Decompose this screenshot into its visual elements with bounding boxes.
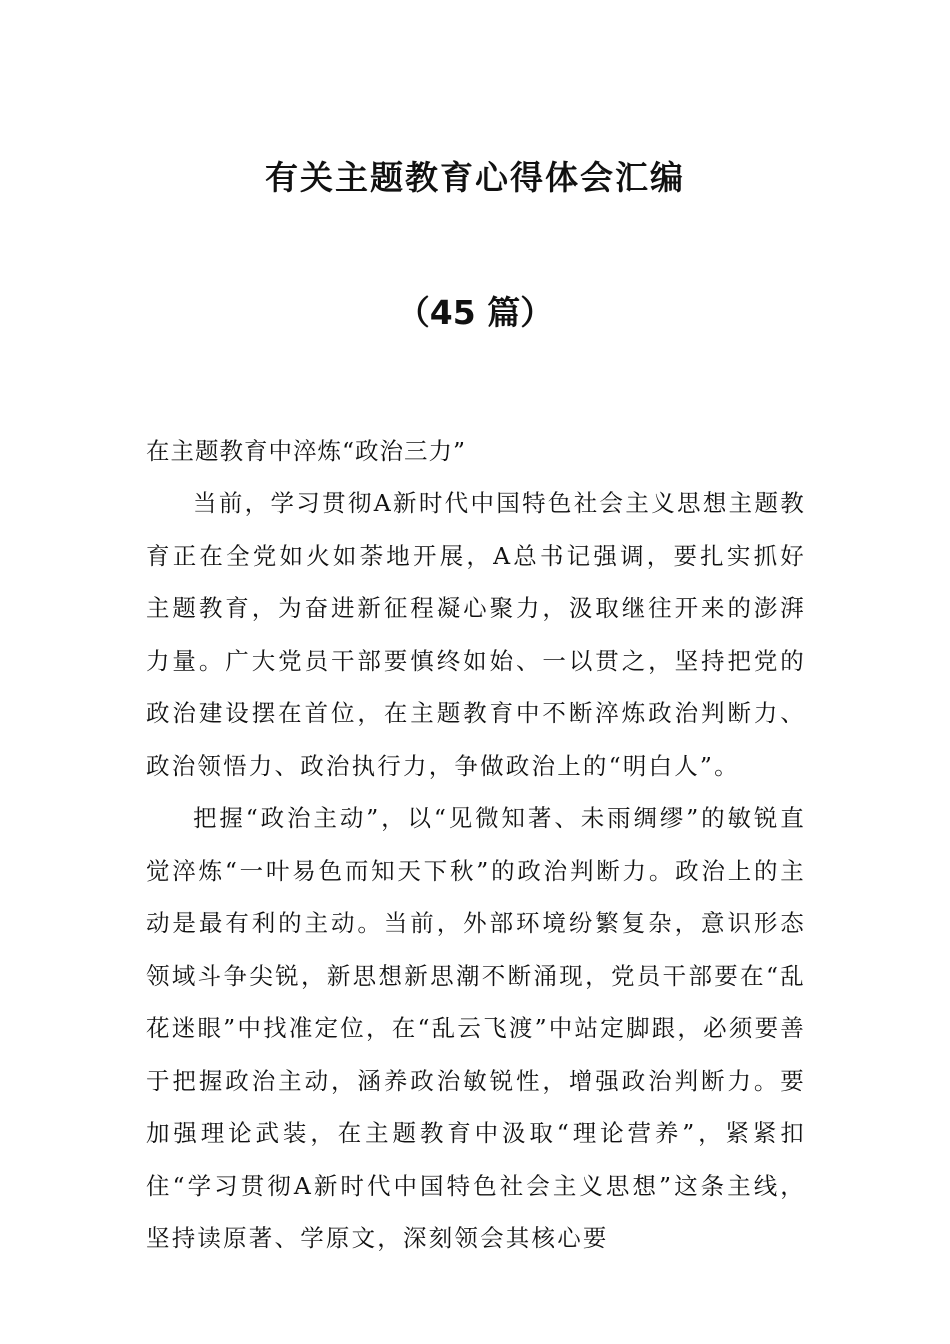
document-title: 有关主题教育心得体会汇编	[265, 158, 685, 197]
section-title: 在主题教育中淬炼“政治三力”	[146, 437, 467, 465]
paragraph-2: 把握“政治主动”，以“见微知著、未雨绸缪”的敏锐直觉淬炼“一叶易色而知天下秋”的政治判断力。政治上的主动是最有利的主动。当前，外部环境纷繁复杂，意识形态领域斗争尖锐，新思想新思潮不断涌现，党员干部要在“乱花迷眼”中找准定位，在“乱云飞渡”中站定脚跟，必须要善于把握政治主动，涵养政治敏锐性，增强政治判断力。要加强理论武装，在主题教育中汲取“理论营养”，紧紧扣住“学习贯彻A新时代中国特色社会主义思想”这条主线，坚持读原著、学原文，深刻领会其核心要	[146, 804, 806, 1252]
document-body	[146, 425, 806, 1265]
paragraph-1: 当前，学习贯彻A新时代中国特色社会主义思想主题教育正在全党如火如荼地开展，A总书记强调，要扎实抓好主题教育，为奋进新征程凝心聚力，汲取继往开来的澎湃力量。广大党员干部要慎终如始、一以贯之，坚持把党的政治建设摆在首位，在主题教育中不断淬炼政治判断力、政治领悟力、政治执行力，争做政治上的“明白人”。	[146, 489, 806, 780]
document-subtitle: （45 篇）	[396, 293, 554, 332]
